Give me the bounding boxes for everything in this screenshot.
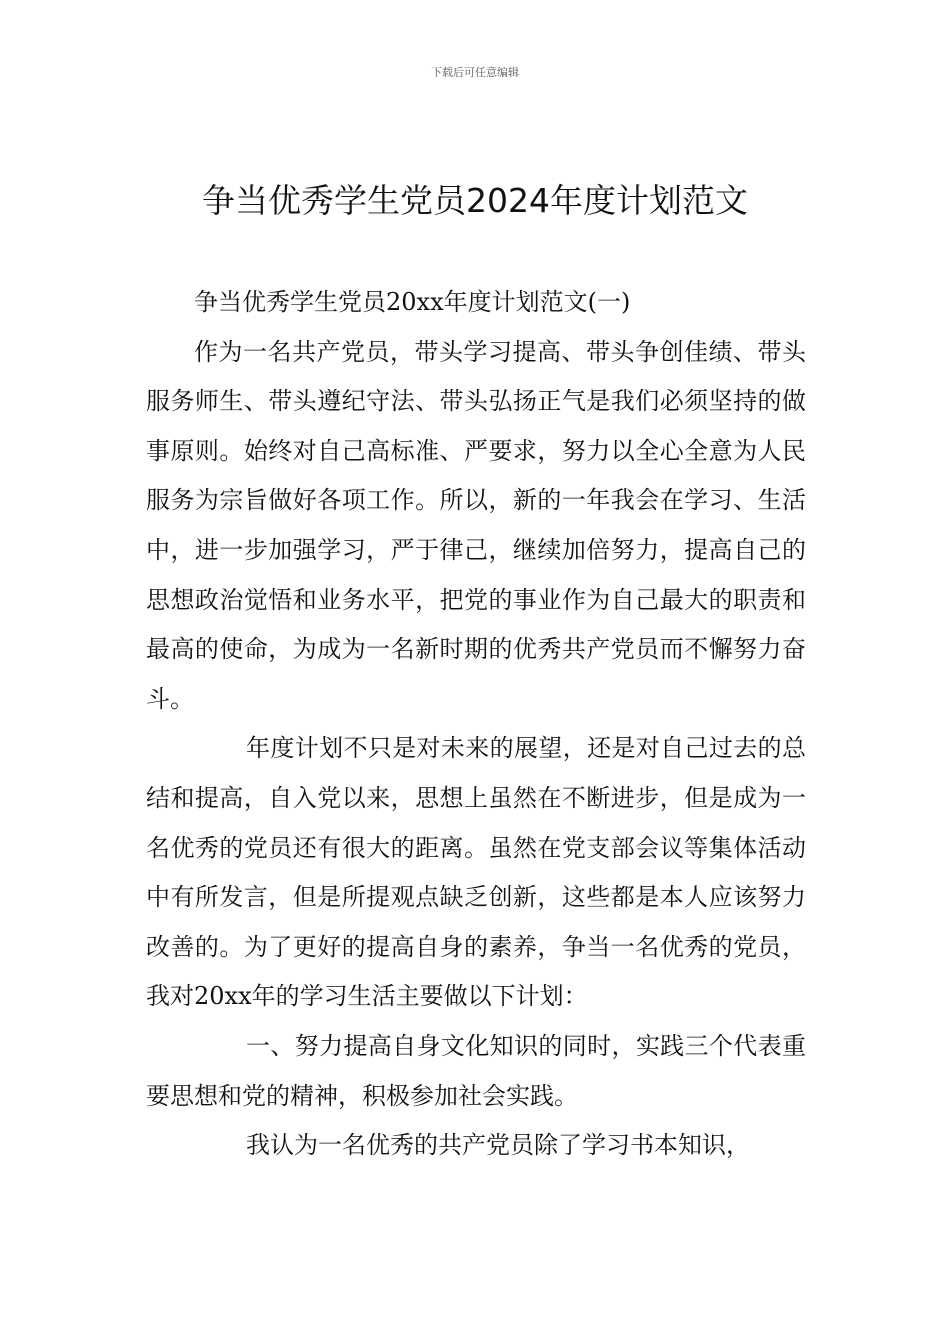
paragraph-plan: 年度计划不只是对未来的展望，还是对自己过去的总结和提高，自入党以来，思想上虽然在不断进步，但是成为一名优秀的党员还有很大的距离。虽然在党支部会议等集体活动中有所发言，但是所提观点缺乏创新，这些都是本人应该努力改善的。为了更好的提高自身的素养，争当一名优秀的党员，我对20xx年的学习生活主要做以下计划：	[146, 734, 806, 1011]
paragraph-point-one: 一、努力提高自身文化知识的同时，实践三个代表重要思想和党的精神，积极参加社会实践。	[146, 1031, 806, 1110]
header-note: 下载后可任意编辑	[431, 66, 519, 79]
document-body	[146, 278, 806, 1171]
paragraph-intro: 作为一名共产党员，带头学习提高、带头争创佳绩、带头服务师生、带头遵纪守法、带头弘扬正气是我们必须坚持的做事原则。始终对自己高标准、严要求，努力以全心全意为人民服务为宗旨做好各项工作。所以，新的一年我会在学习、生活中，进一步加强学习，严于律己，继续加倍努力，提高自己的思想政治觉悟和业务水平，把党的事业作为自己最大的职责和最高的使命，为成为一名新时期的优秀共产党员而不懈努力奋斗。	[146, 337, 806, 713]
document-title: 争当优秀学生党员2024年度计划范文	[202, 181, 748, 220]
paragraph-continued: 我认为一名优秀的共产党员除了学习书本知识，	[246, 1131, 750, 1160]
section-subtitle: 争当优秀学生党员20xx年度计划范文(一)	[194, 288, 631, 316]
